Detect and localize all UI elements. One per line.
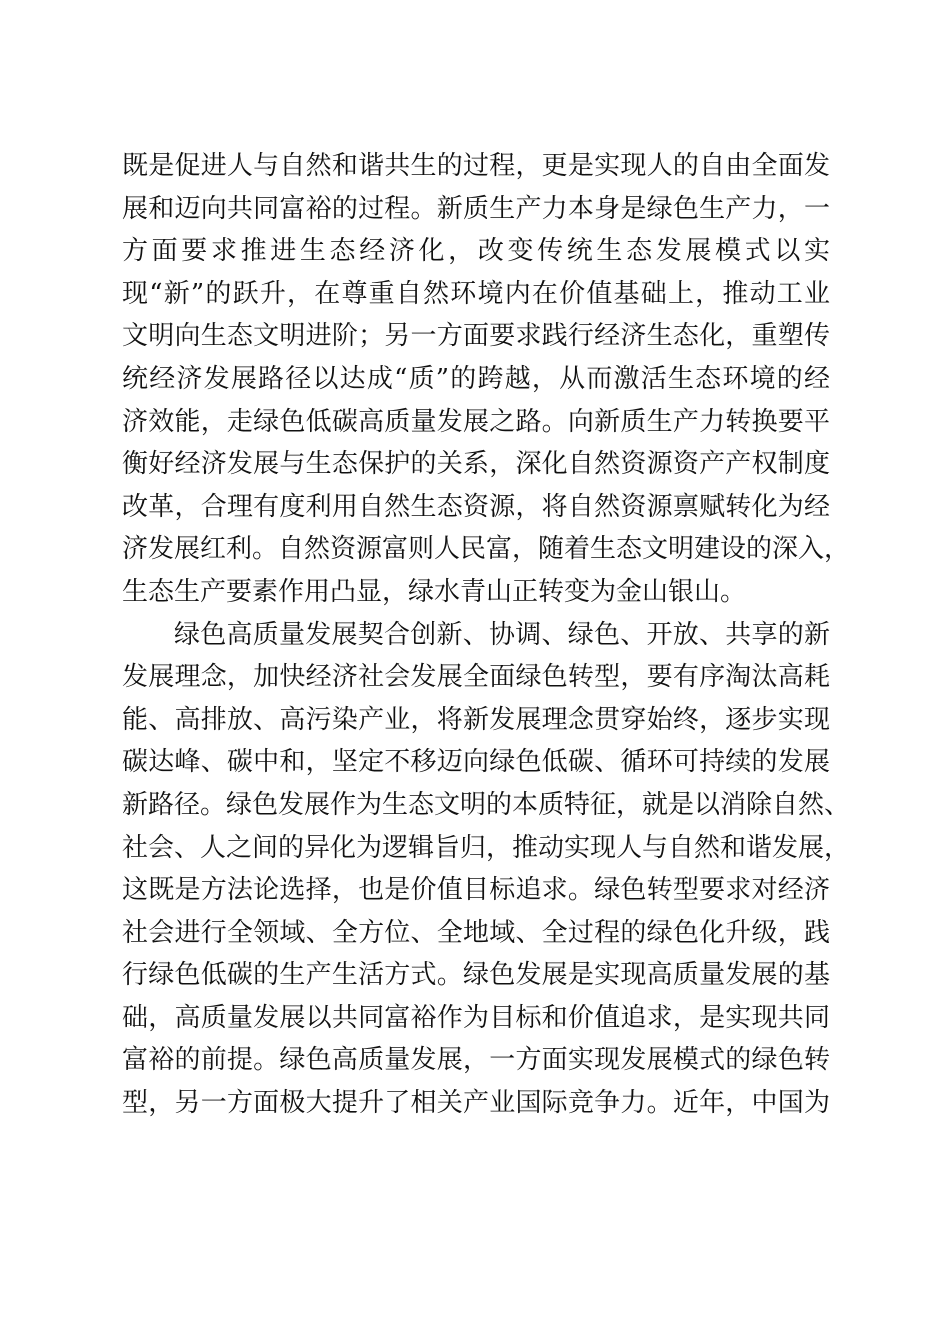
body-text [122,145,851,1125]
paragraph-1-line-2: 展和迈向共同富裕的过程。新质生产力本身是绿色生产力，一 [122,193,830,224]
paragraph-1-line-5: 文明向生态文明进阶；另一方面要求践行经济生态化，重塑传 [122,321,830,352]
paragraph-1-line-1: 既是促进人与自然和谐共生的过程，更是实现人的自由全面发 [122,151,830,181]
paragraph-2-line-3: 能、高排放、高污染产业，将新发展理念贯穿始终，逐步实现 [122,704,830,735]
paragraph-1-line-6: 统经济发展路径以达成“质”的跨越，从而激活生态环境的经 [122,363,830,394]
paragraph-2-line-7: 这既是方法论选择，也是价值目标追求。绿色转型要求对经济 [122,875,830,906]
paragraph-2-line-9: 行绿色低碳的生产生活方式。绿色发展是实现高质量发展的基 [122,960,830,991]
paragraph-1-line-11: 生态生产要素作用凸显，绿水青山正转变为金山银山。 [122,576,747,607]
paragraph-2-line-5: 新路径。绿色发展作为生态文明的本质特征，就是以消除自然、 [122,789,851,820]
paragraph-1-line-3: 方面要求推进生态经济化，改变传统生态发展模式以实 [122,236,830,267]
paragraph-1-line-4: 现“新”的跃升，在尊重自然环境内在价值基础上，推动工业 [122,278,830,309]
paragraph-2-line-11: 富裕的前提。绿色高质量发展，一方面实现发展模式的绿色转 [122,1045,830,1076]
paragraph-2-line-1: 绿色高质量发展契合创新、协调、绿色、开放、共享的新 [174,619,830,650]
paragraph-1-line-10: 济发展红利。自然资源富则人民富，随着生态文明建设的深入， [122,534,851,565]
paragraph-1-line-9: 改革，合理有度利用自然生态资源，将自然资源禀赋转化为经 [122,491,830,522]
paragraph-2-line-12: 型，另一方面极大提升了相关产业国际竞争力。近年，中国为 [122,1088,830,1119]
paragraph-1-line-8: 衡好经济发展与生态保护的关系，深化自然资源资产产权制度 [122,449,830,480]
paragraph-2-line-6: 社会、人之间的异化为逻辑旨归，推动实现人与自然和谐发展， [122,832,851,863]
paragraph-2-line-2: 发展理念，加快经济社会发展全面绿色转型，要有序淘汰高耗 [122,662,830,693]
paragraph-2-line-4: 碳达峰、碳中和，坚定不移迈向绿色低碳、循环可持续的发展 [122,747,830,778]
paragraph-2-line-10: 础，高质量发展以共同富裕作为目标和价值追求，是实现共同 [122,1002,830,1033]
paragraph-2-line-8: 社会进行全领域、全方位、全地域、全过程的绿色化升级，践 [122,917,830,948]
paragraph-1-line-7: 济效能，走绿色低碳高质量发展之路。向新质生产力转换要平 [122,406,830,437]
